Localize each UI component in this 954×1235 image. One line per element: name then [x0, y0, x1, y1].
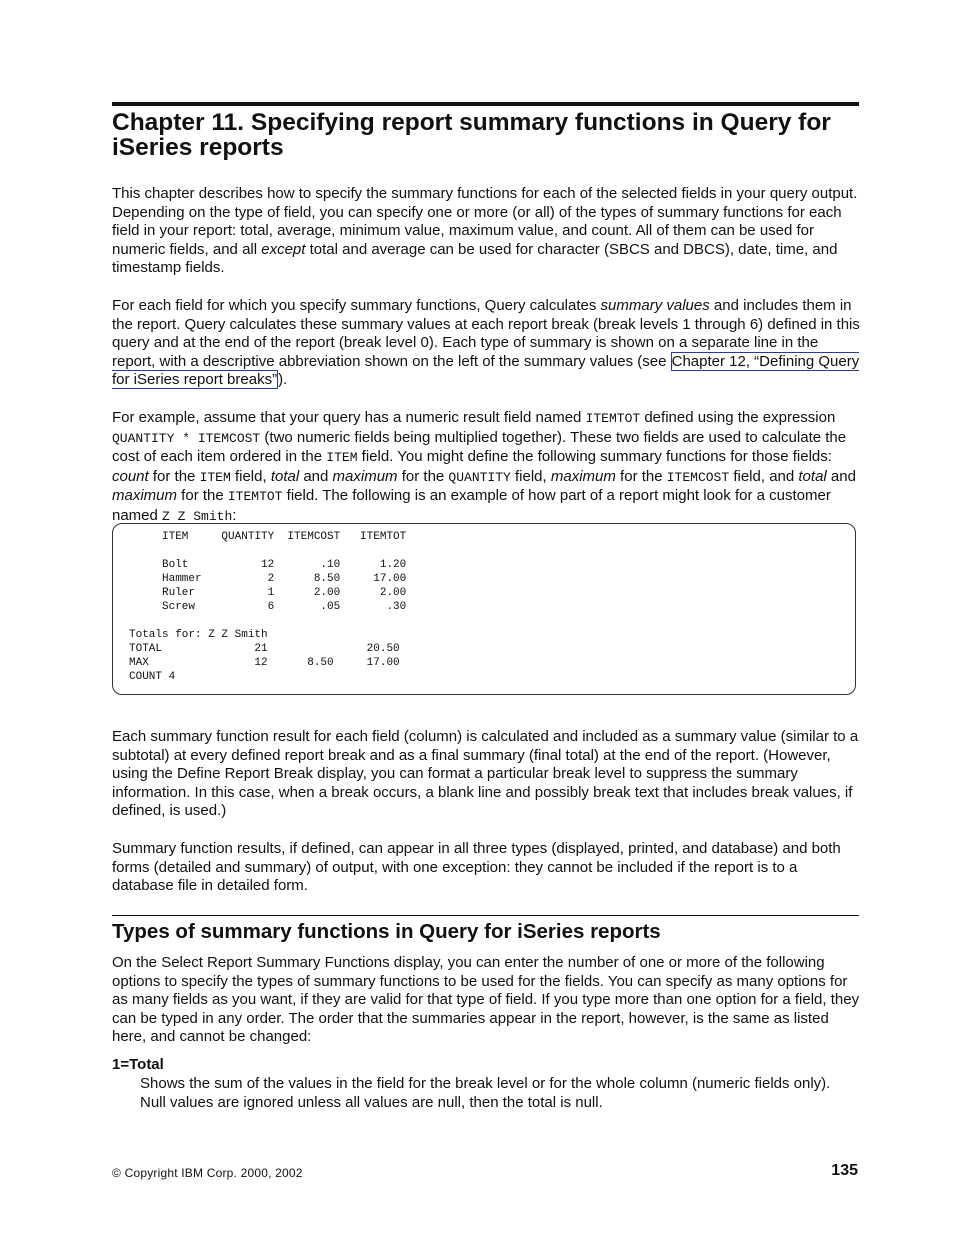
intro-paragraph-2 — [112, 297, 862, 390]
text: and includes them in the report. Query calculates these summary values at each report break (break levels 1 through 6) defined in this query and at the end of the report (break level 0). Each type of summary is shown on a separate line in the report, with a descriptive abbreviation shown on the left of the summary values (see — [112, 297, 860, 370]
text: and — [299, 467, 333, 485]
emphasis: maximum — [332, 467, 398, 485]
code-itemtot: ITEMTOT — [227, 489, 283, 505]
chapter-top-rule — [112, 102, 859, 106]
text: for the — [177, 487, 228, 505]
code-itemcost: ITEMCOST — [666, 469, 730, 485]
text: This chapter describes how to specify the summary functions for each of the selected fields in your query output. Depending on the type of field, you can specify one or more (or all) of the types of summary functions for each field in your report: total, average, minimum value, maximum value, and count. All of them can be used for numeric fields, and all — [112, 185, 858, 258]
emphasis: total — [270, 467, 300, 485]
summary-paragraph-1: Each summary function result for each field (column) is calculated and included as a summary value (similar to a subtotal) at every defined report break and as a final summary (final total) at the end of the report. (However, using the Define Report Break display, you can format a particular break level to suppress the summary information. In this case, when a break occurs, a blank line and possibly break text that includes break values, if defined, is used.) — [112, 728, 859, 820]
text: ). — [278, 371, 288, 389]
report-line: TOTAL 21 20.50 — [129, 643, 400, 655]
text: For example, assume that your query has a numeric result field named — [112, 409, 586, 426]
section-top-rule — [112, 915, 859, 916]
report-line: MAX 12 8.50 17.00 — [129, 657, 400, 669]
chapter-title: Chapter 11. Specifying report summary functions in Query for iSeries reports — [112, 109, 831, 161]
report-line: Bolt 12 .10 1.20 — [129, 559, 407, 571]
text: for the — [397, 467, 449, 485]
report-line: Totals for: Z Z Smith — [129, 629, 268, 641]
section-title: Types of summary functions in Query for iSeries reports — [112, 920, 661, 943]
text: defined using the expression — [640, 409, 836, 426]
report-line: ITEM QUANTITY ITEMCOST ITEMTOT — [129, 531, 407, 543]
emphasis: except — [261, 240, 306, 258]
example-report — [129, 530, 406, 684]
definition-description: Shows the sum of the values in the field for the break level or for the whole column (numeric fields only). Null values are ignored unless all values are null, then the total is null. — [140, 1075, 831, 1111]
page-number: 135 — [831, 1162, 858, 1179]
code-expression: QUANTITY * ITEMCOST — [112, 430, 261, 446]
report-line: COUNT 4 — [129, 671, 176, 683]
text: field. The following is an example of how part of a report might look for a customer named — [112, 487, 831, 524]
text: (two numeric fields being multiplied together). These two fields are used to calculate the cost of each item ordered in the — [112, 428, 847, 466]
code-itemtot: ITEMTOT — [585, 411, 641, 426]
code-customer: Z Z Smith — [162, 508, 233, 524]
definition-term: 1=Total — [112, 1056, 164, 1073]
emphasis: count — [112, 467, 149, 485]
text: field, — [510, 467, 551, 485]
code-quantity: QUANTITY — [448, 469, 511, 485]
emphasis: maximum — [550, 467, 616, 485]
emphasis: maximum — [112, 487, 178, 505]
report-line: Screw 6 .05 .30 — [129, 601, 407, 613]
emphasis: total — [798, 467, 827, 485]
text: field, — [230, 467, 271, 485]
copyright-notice: © Copyright IBM Corp. 2000, 2002 — [112, 1166, 303, 1180]
text: field. You might define the following summary functions for those fields: — [357, 448, 832, 466]
intro-paragraph-3 — [112, 409, 862, 527]
text: : — [232, 506, 237, 524]
text: and — [826, 467, 856, 485]
text: For each field for which you specify summary functions, Query calculates — [112, 297, 601, 314]
example-report-box — [112, 523, 856, 695]
text: total and average can be used for character (SBCS and DBCS), date, time, and timestamp fields. — [112, 240, 838, 277]
intro-paragraph-1 — [112, 185, 862, 278]
text: for the — [615, 467, 667, 485]
text: for the — [148, 467, 200, 485]
emphasis: summary values — [600, 297, 710, 314]
report-line: Ruler 1 2.00 2.00 — [129, 587, 407, 599]
summary-paragraph-2: Summary function results, if defined, can appear in all three types (displayed, printed, and database) and both forms (detailed and summary) of output, with one exception: they cannot be included if the report is to a database file in detailed form. — [112, 840, 841, 895]
text: field, and — [729, 467, 799, 485]
code-item: ITEM — [326, 450, 358, 466]
chapter-12-link-text[interactable]: Chapter 12, “Defining Query for iSeries report breaks” — [112, 352, 860, 389]
section-paragraph: On the Select Report Summary Functions display, you can enter the number of one or more of the following options to specify the types of summary functions to be used for the fields. You can specify as many options for as many fields as you want, if they are valid for that type of field. If you type more than one option for a field, they can be typed in any order. The order that the summaries appear in the report, however, is the same as listed here, and cannot be changed: — [112, 954, 860, 1046]
report-line: Hammer 2 8.50 17.00 — [129, 573, 407, 585]
code-item: ITEM — [199, 469, 231, 485]
